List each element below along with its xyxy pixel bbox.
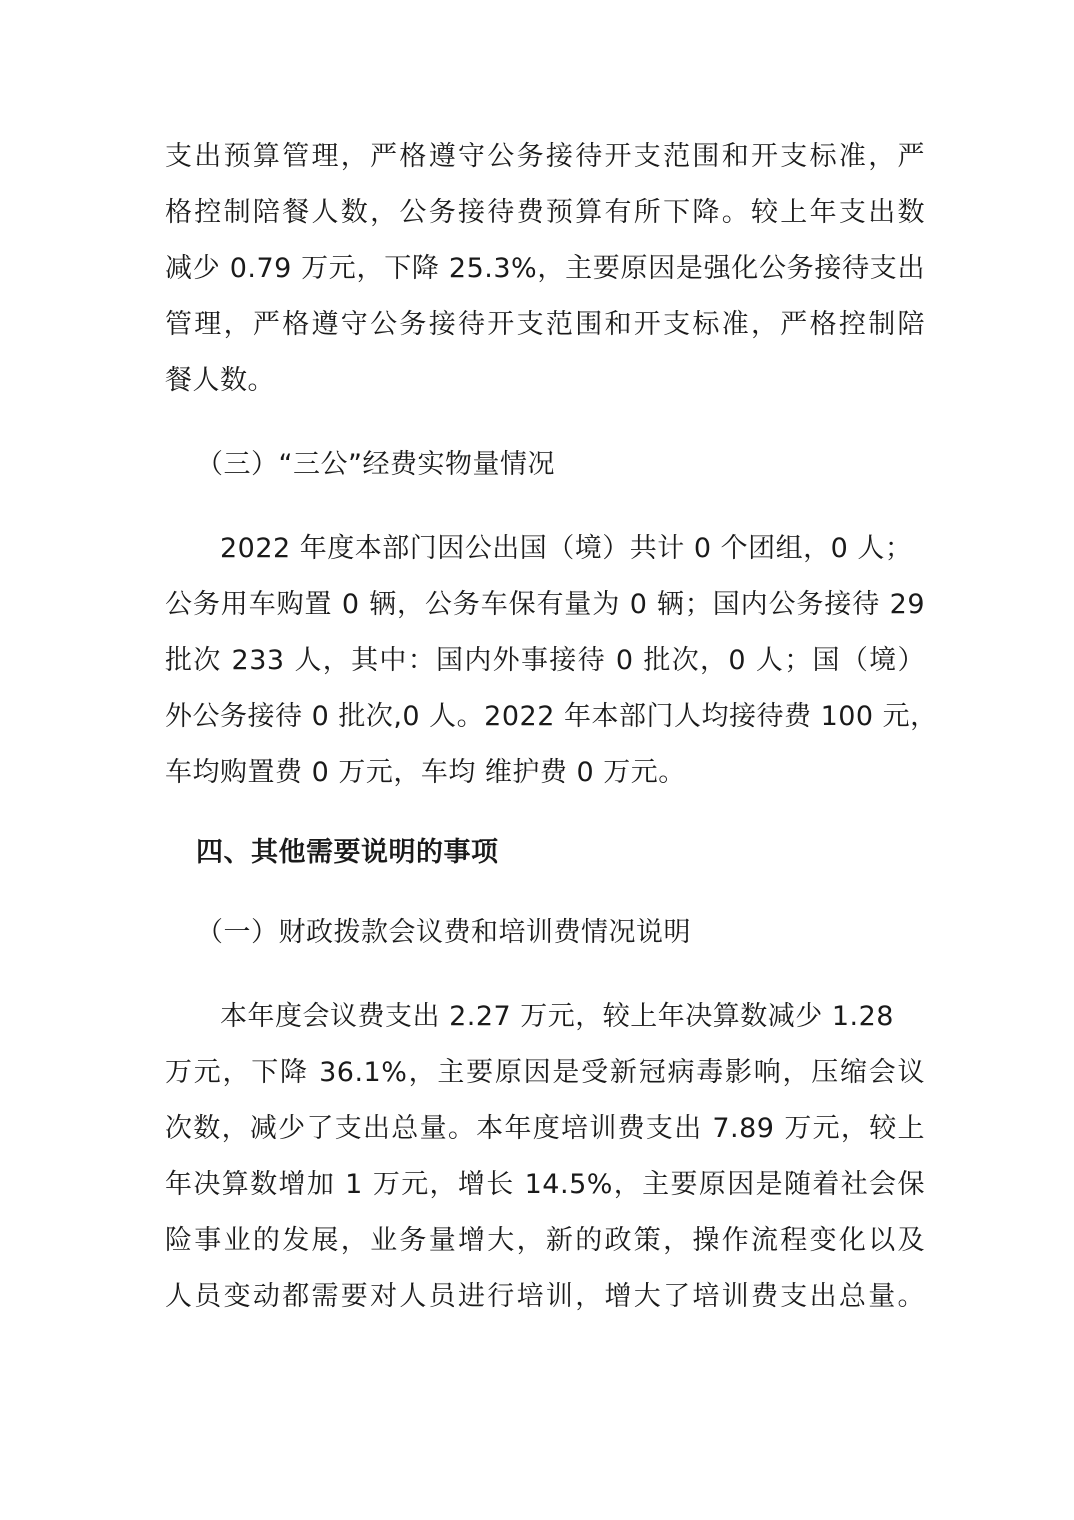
section-heading: 四、其他需要说明的事项 bbox=[196, 837, 499, 868]
paragraph-line: 批次 233 人，其中：国内外事接待 0 批次，0 人；国（境） bbox=[165, 645, 925, 676]
paragraph-line: 人员变动都需要对人员进行培训，增大了培训费支出总量。 bbox=[165, 1281, 925, 1312]
paragraph-line: 万元，下降 36.1%，主要原因是受新冠病毒影响，压缩会议 bbox=[165, 1057, 925, 1088]
paragraph-line: 格控制陪餐人数，公务接待费预算有所下降。较上年支出数 bbox=[165, 197, 925, 228]
paragraph-line: 险事业的发展，业务量增大，新的政策，操作流程变化以及 bbox=[165, 1225, 925, 1256]
paragraph-line: 2022 年度本部门因公出国（境）共计 0 个团组，0 人； bbox=[220, 533, 913, 564]
paragraph-line: 公务用车购置 0 辆，公务车保有量为 0 辆；国内公务接待 29 bbox=[165, 589, 925, 620]
paragraph-line: 本年度会议费支出 2.27 万元，较上年决算数减少 1.28 bbox=[220, 1001, 894, 1032]
paragraph-line: 次数，减少了支出总量。本年度培训费支出 7.89 万元，较上 bbox=[165, 1113, 925, 1144]
paragraph-line: 年决算数增加 1 万元，增长 14.5%，主要原因是随着社会保 bbox=[165, 1169, 925, 1200]
subsection-heading: （三）“三公”经费实物量情况 bbox=[196, 449, 555, 480]
paragraph-line: 外公务接待 0 批次,0 人。2022 年本部门人均接待费 100 元， bbox=[165, 701, 938, 732]
paragraph-line: 支出预算管理，严格遵守公务接待开支范围和开支标准，严 bbox=[165, 141, 925, 172]
paragraph-line: 餐人数。 bbox=[165, 365, 275, 396]
paragraph-line: 减少 0.79 万元，下降 25.3%，主要原因是强化公务接待支出 bbox=[165, 253, 925, 284]
paragraph-line: 管理，严格遵守公务接待开支范围和开支标准，严格控制陪 bbox=[165, 309, 925, 340]
subsection-heading: （一）财政拨款会议费和培训费情况说明 bbox=[196, 917, 691, 948]
paragraph-line: 车均购置费 0 万元，车均 维护费 0 万元。 bbox=[165, 757, 686, 788]
